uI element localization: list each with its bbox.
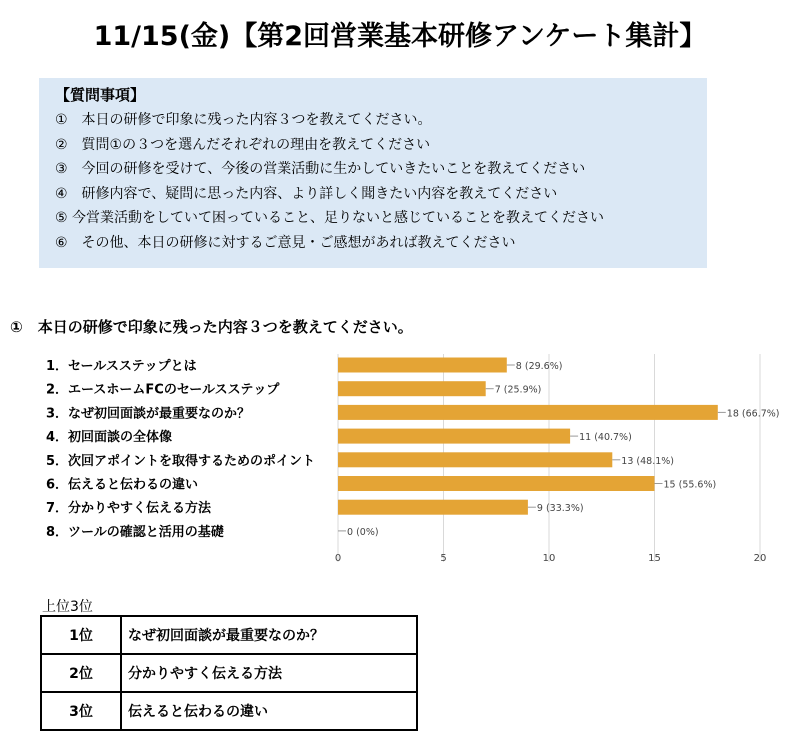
category-label: 4．初回面談の全体像	[46, 430, 173, 446]
table-row	[41, 616, 417, 654]
question-item: ③ 今回の研修を受けて、今後の営業活動に生かしていきたいことを教えてください	[55, 161, 586, 177]
item-cell: 分かりやすく伝える方法	[121, 654, 417, 692]
bar	[338, 429, 570, 444]
data-label: 11 (40.7%)	[579, 432, 632, 444]
questions-box	[39, 78, 707, 268]
data-label: 9 (33.3%)	[536, 503, 584, 515]
category-label: 2．エースホームFCのセールスステップ	[46, 382, 280, 398]
data-label: 0 (0%)	[347, 526, 379, 538]
item-cell: なぜ初回面談が最重要なのか？	[121, 616, 417, 654]
bar	[338, 452, 612, 467]
rank-cell: 2位	[41, 654, 121, 692]
bar-chart-svg	[0, 350, 800, 580]
category-label: 7．分かりやすく伝える方法	[46, 501, 212, 517]
category-label: 5．次回アポイントを取得するためのポイント	[46, 453, 316, 469]
data-label: 8 (29.6%)	[515, 361, 563, 372]
x-tick-label: 20	[753, 553, 767, 564]
question-item: ⑥ その他、本日の研修に対するご意見・ご感想があれば教えてください	[55, 234, 516, 251]
bar	[338, 405, 718, 420]
questions-heading: 【質問事項】	[55, 86, 146, 104]
data-label: 18 (66.7%)	[726, 408, 780, 420]
bar-chart	[0, 350, 800, 580]
x-tick-label: 0	[334, 553, 342, 564]
bar	[338, 476, 655, 491]
item-cell: 伝えると伝わるの違い	[121, 692, 417, 730]
question-item: ④ 研修内容で、疑問に思った内容、より詳しく聞きたい内容を教えてください	[55, 185, 558, 202]
x-tick-label: 15	[648, 553, 661, 564]
rank-cell: 1位	[41, 616, 121, 654]
category-label: 3．なぜ初回面談が最重要なのか？	[46, 406, 251, 422]
top3-table	[40, 615, 418, 731]
top3-label: 上位3位	[42, 599, 93, 615]
question-item: ① 本日の研修で印象に残った内容３つを教えてください。	[55, 112, 432, 128]
page-title: 11/15(金)【第2回営業基本研修アンケート集計】	[93, 21, 707, 52]
table-row	[41, 692, 417, 730]
section-title: ① 本日の研修で印象に残った内容３つを教えてください。	[10, 318, 413, 336]
x-tick-label: 10	[542, 553, 556, 564]
category-label: 6．伝えると伝わるの違い	[46, 477, 199, 493]
data-label: 7 (25.9%)	[494, 384, 542, 396]
x-tick-label: 5	[440, 553, 447, 564]
data-label: 13 (48.1%)	[621, 455, 675, 467]
rank-cell: 3位	[41, 692, 121, 730]
bar	[338, 500, 528, 515]
category-label: 1．セールスステップとは	[46, 359, 197, 374]
category-label: 8．ツールの確認と活用の基礎	[46, 524, 224, 540]
bar	[338, 358, 507, 373]
table-row	[41, 654, 417, 692]
data-label: 15 (55.6%)	[663, 479, 717, 491]
question-item: ⑤ 今営業活動をしていて困っていること、足りないと感じていることを教えてください	[55, 210, 604, 226]
bar	[338, 381, 486, 396]
question-item: ② 質問①の３つを選んだそれぞれの理由を教えてください	[55, 136, 431, 153]
